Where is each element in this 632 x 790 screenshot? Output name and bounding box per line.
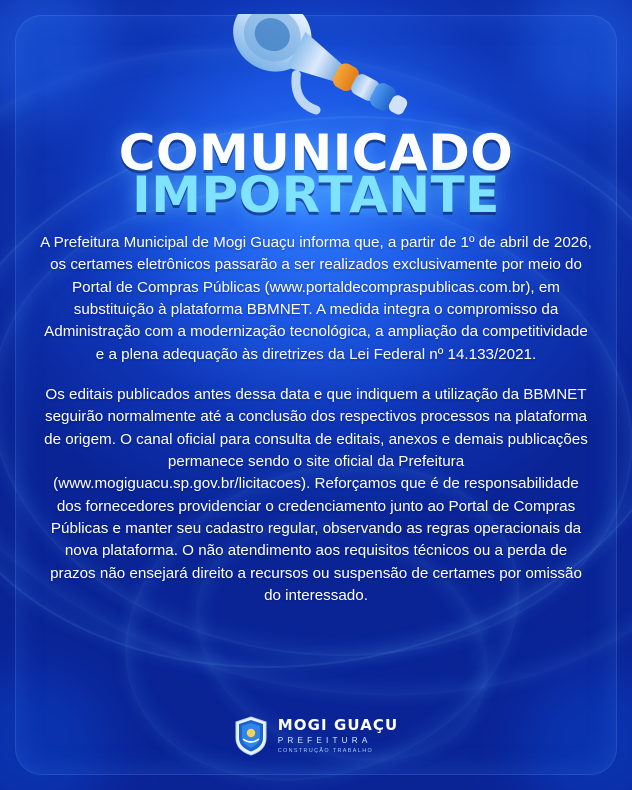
page-title	[0, 124, 632, 224]
brand-subtitle: PREFEITURA	[277, 735, 372, 745]
footer-brand	[0, 716, 632, 756]
coat-of-arms-icon	[234, 716, 268, 756]
announcement-body	[40, 232, 592, 626]
brand-name: MOGI GUAÇU	[277, 716, 399, 735]
brand-tagline: CONSTRUÇÃO TRABALHO	[277, 747, 374, 754]
paragraph-2: Os editais publicados antes dessa data e que indiquem a utilização da BBMNET seguirão normalmente até a conclusão dos respectivos processos na plataforma de origem. O canal oficial para consulta de editais, anexos e demais publicações permanece sendo o site oficial da Prefeitura (www.mogiguacu.sp.gov.br/licitacoes). Reforçamos que é de responsabilidade dos fornecedores providenciar o credenciamento junto ao Portal de Compras Públicas e manter seu cadastro regular, observando as regras operacionais da nova plataforma. O não atendimento aos requisitos técnicos ou a perda de prazos não ensejará direito a recursos ou suspensão de certames por omissão do interessado.	[44, 386, 588, 605]
brand-text	[278, 718, 399, 754]
paragraph-1: A Prefeitura Municipal de Mogi Guaçu informa que, a partir de 1º de abril de 2026, os certames eletrônicos passarão a ser realizados exclusivamente por meio do Portal de Compras Públicas (www.portaldecompraspublicas.com.br), em substituição à plataforma BBMNET. A medida integra o compromisso da Administração com a modernização tecnológica, a ampliação da competitividade e a plena adequação às diretrizes da Lei Federal nº 14.133/2021.	[40, 234, 592, 363]
headline-line-2: IMPORTANTE	[132, 166, 500, 224]
headline-line-1: COMUNICADO	[118, 124, 514, 182]
